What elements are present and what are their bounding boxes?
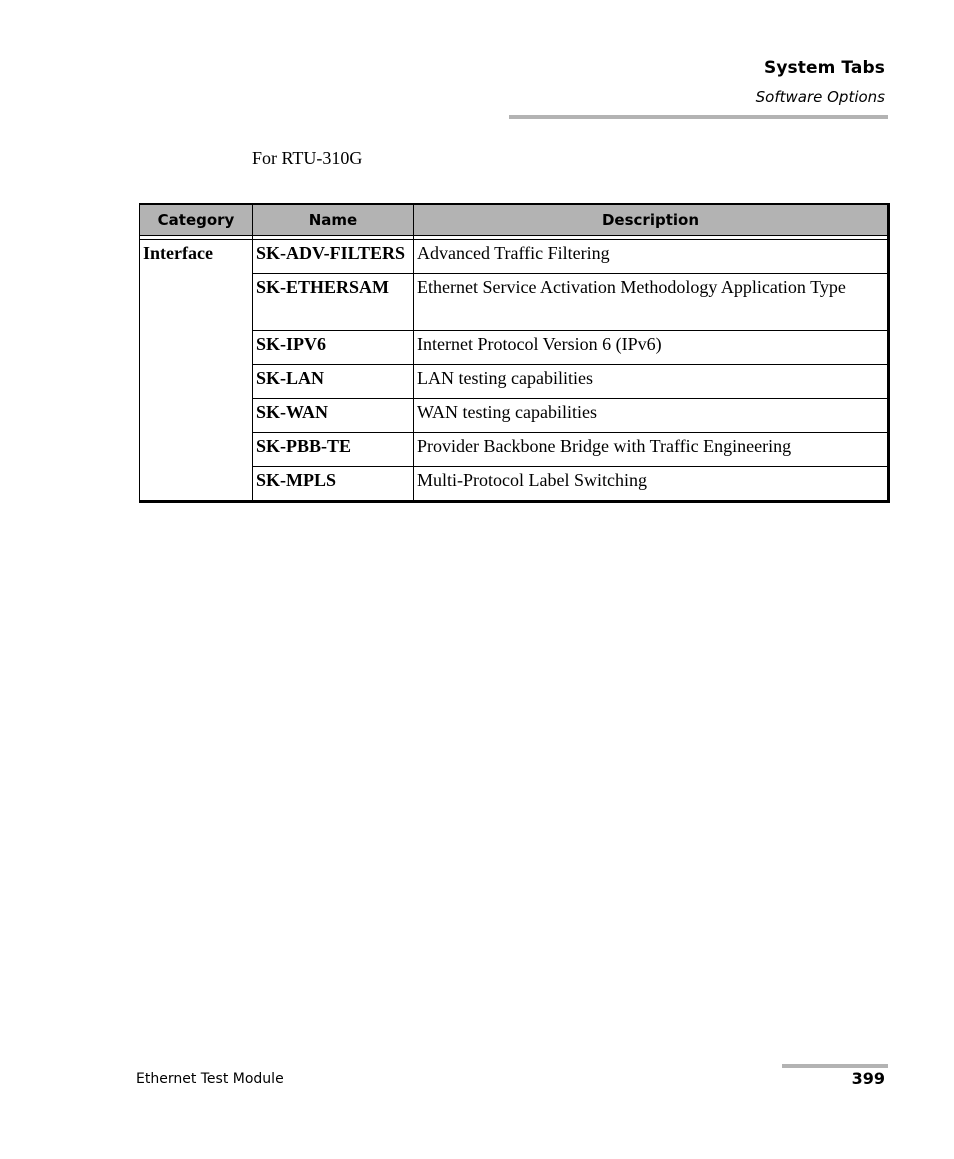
table-row xyxy=(140,274,889,331)
option-name: SK-PBB-TE xyxy=(253,433,414,467)
software-options-table xyxy=(139,203,888,503)
table-header-row xyxy=(140,204,889,236)
option-name: SK-ADV-FILTERS xyxy=(253,240,414,274)
table-row xyxy=(140,365,889,399)
header-rule xyxy=(509,115,888,119)
section-subtitle: Software Options xyxy=(755,88,885,106)
option-description: Multi-Protocol Label Switching xyxy=(414,467,889,502)
table-row xyxy=(140,240,889,274)
column-header-category: Category xyxy=(140,204,253,236)
column-header-description: Description xyxy=(414,204,889,236)
section-title: System Tabs xyxy=(764,58,885,78)
option-name: SK-WAN xyxy=(253,399,414,433)
intro-text: For RTU-310G xyxy=(252,148,363,168)
table-row xyxy=(140,433,889,467)
table-row xyxy=(140,467,889,502)
option-description: LAN testing capabilities xyxy=(414,365,889,399)
option-name: SK-ETHERSAM xyxy=(253,274,414,331)
table-row xyxy=(140,399,889,433)
footer-rule xyxy=(782,1064,888,1068)
page-number: 399 xyxy=(851,1069,885,1088)
option-description: Provider Backbone Bridge with Traffic Engineering xyxy=(414,433,889,467)
option-description: Ethernet Service Activation Methodology Application Type xyxy=(414,274,889,331)
option-description: Internet Protocol Version 6 (IPv6) xyxy=(414,331,889,365)
category-cell: Interface xyxy=(140,240,253,502)
option-description: WAN testing capabilities xyxy=(414,399,889,433)
option-name: SK-MPLS xyxy=(253,467,414,502)
footer-document-title: Ethernet Test Module xyxy=(136,1071,284,1087)
column-header-name: Name xyxy=(253,204,414,236)
option-name: SK-IPV6 xyxy=(253,331,414,365)
option-name: SK-LAN xyxy=(253,365,414,399)
option-description: Advanced Traffic Filtering xyxy=(414,240,889,274)
table-row xyxy=(140,331,889,365)
